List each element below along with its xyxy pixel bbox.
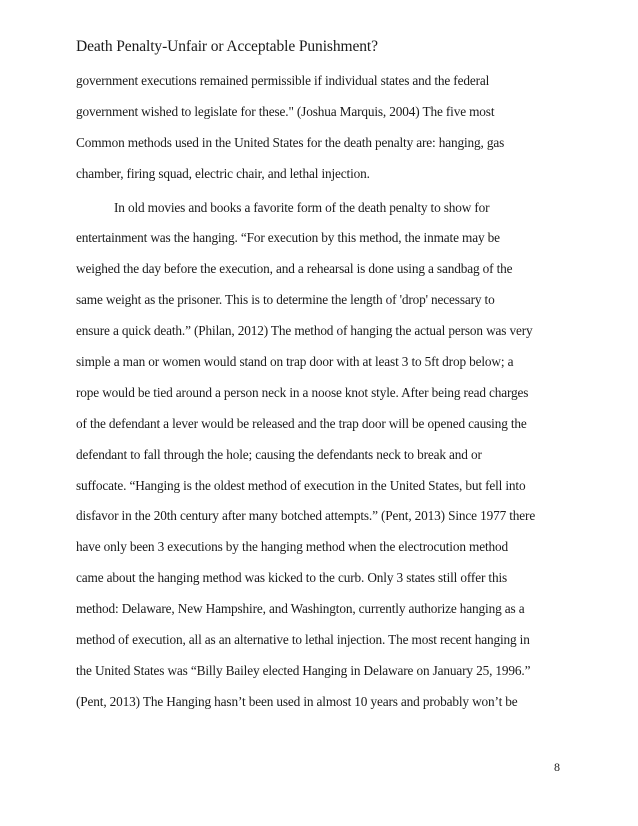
text-line: rope would be tied around a person neck in a noose knot style. After being read charges [76, 384, 529, 400]
body-text [76, 66, 568, 718]
text-line: came about the hanging method was kicked to the curb. Only 3 states still offer this [76, 570, 508, 586]
text-line: entertainment was the hanging. “For execution by this method, the inmate may be [76, 230, 500, 246]
text-line: weighed the day before the execution, and a rehearsal is done using a sandbag of the [76, 261, 513, 277]
text-line: chamber, firing squad, electric chair, and lethal injection. [76, 165, 370, 181]
text-line: disfavor in the 20th century after many botched attempts.” (Pent, 2013) Since 1977 there [76, 508, 536, 524]
page-number: 8 [554, 760, 560, 774]
text-line: Common methods used in the United States for the death penalty are: hanging, gas [76, 134, 505, 150]
text-line: (Pent, 2013) The Hanging hasn’t been used in almost 10 years and probably won’t be [76, 693, 518, 709]
paragraph-first-line: In old movies and books a favorite form of the death penalty to show for [114, 199, 490, 215]
text-line: suffocate. “Hanging is the oldest method of execution in the United States, but fell into [76, 477, 526, 493]
text-line: method: Delaware, New Hampshire, and Washington, currently authorize hanging as a [76, 601, 525, 617]
text-line: have only been 3 executions by the hanging method when the electrocution method [76, 539, 508, 555]
text-line: of the defendant a lever would be released and the trap door will be opened causing the [76, 415, 527, 431]
text-line: government executions remained permissible if individual states and the federal [76, 73, 490, 88]
text-line: method of execution, all as an alternative to lethal injection. The most recent hanging in [76, 632, 530, 648]
text-line: defendant to fall through the hole; causing the defendants neck to break and or [76, 446, 482, 462]
text-line: same weight as the prisoner. This is to determine the length of 'drop' necessary to [76, 292, 495, 308]
text-line: government wished to legislate for these." (Joshua Marquis, 2004) The five most [76, 103, 495, 119]
running-header: Death Penalty-Unfair or Acceptable Punishment? [76, 38, 378, 55]
text-line: ensure a quick death.” (Philan, 2012) The method of hanging the actual person was very [76, 323, 533, 339]
text-line: the United States was “Billy Bailey elected Hanging in Delaware on January 25, 1996.” [76, 662, 531, 678]
text-line: simple a man or women would stand on trap door with at least 3 to 5ft drop below; a [76, 354, 514, 370]
